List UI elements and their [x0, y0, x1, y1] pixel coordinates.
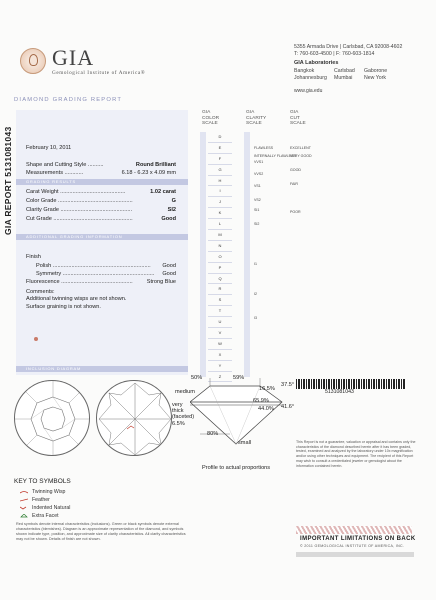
- comment-line: Surface graining is not shown.: [26, 304, 101, 310]
- color-letter: J: [208, 197, 232, 208]
- report-notice: This Report is not a guarantee, valuation or appraisal and contains only the characteristics of the diamond described herein after it has been graded, tested, examined and analyzed by the laboratory under 10x magnification and/or using other techniques and equipment. The recipient of this Report may wish to consult a credentialed jeweler or gemologist about the information contained herein.: [296, 440, 416, 468]
- girdle-detail-line: (faceted): [172, 414, 195, 421]
- crown-angle-pct: 50%: [191, 375, 203, 381]
- color-letter: N: [208, 241, 232, 252]
- scale-head-line: SCALE: [290, 121, 306, 126]
- lab-city: Carlsbad: [334, 68, 355, 74]
- clarity-item: I3: [254, 316, 257, 320]
- color-letter: U: [208, 317, 232, 328]
- cut-item: EXCELLENT: [290, 146, 311, 150]
- measurements-label: Measurements ............: [26, 170, 84, 176]
- section-bar-label: GRADING RESULTS: [26, 179, 76, 184]
- lab-city: Gaborone: [364, 68, 388, 74]
- cut-label: Cut Grade ...................................................: [26, 216, 133, 222]
- clarity-value: SI2: [167, 207, 176, 213]
- measurements-row: [26, 170, 176, 176]
- clarity-label: Clarity Grade ..............................................: [26, 207, 132, 213]
- color-letter: K: [208, 208, 232, 219]
- clarity-item: VVS1: [254, 160, 264, 164]
- extra-facet-icon: [20, 514, 28, 518]
- symmetry-row: [36, 271, 176, 277]
- address-block: [294, 44, 402, 58]
- color-letter: O: [208, 252, 232, 263]
- symmetry-value: Good: [162, 271, 176, 277]
- color-scale-head: [202, 110, 219, 127]
- color-letter: Z: [208, 372, 232, 383]
- barcode-number: 5131081043: [325, 389, 354, 395]
- scale-head-line: GIA: [246, 110, 255, 115]
- lower-half-pct: 80%: [207, 431, 219, 437]
- polish-value: Good: [162, 263, 176, 269]
- section-bar: [16, 179, 188, 185]
- girdle-label: medium: [175, 389, 195, 395]
- color-letter: R: [208, 284, 232, 295]
- table-pct: 59%: [233, 375, 245, 381]
- scale-head-line: SCALE: [202, 121, 218, 126]
- culet-size: small: [238, 440, 252, 446]
- clarity-item: VVS2: [254, 172, 264, 176]
- polish-row: [36, 263, 176, 269]
- color-letters-column: [208, 132, 232, 382]
- report-date: February 10, 2011: [26, 145, 72, 151]
- color-letter: W: [208, 339, 232, 350]
- gia-seal-icon: [20, 48, 46, 74]
- fluorescence-label: Fluorescence ..............................................: [26, 279, 133, 285]
- color-letter: M: [208, 230, 232, 241]
- cut-scale: [290, 110, 330, 378]
- color-letter: D: [208, 132, 232, 143]
- clarity-item: VS1: [254, 184, 261, 188]
- color-letter: X: [208, 350, 232, 361]
- crown-facets-icon: [15, 381, 90, 456]
- clarity-item: SI1: [254, 208, 260, 212]
- shape-value: Round Brilliant: [135, 162, 176, 168]
- address-line: 5355 Armada Drive | Carlsbad, CA 92008-4602: [294, 44, 403, 50]
- clarity-item: I1: [254, 262, 257, 266]
- shape-row: [26, 162, 176, 168]
- barcode: [296, 379, 406, 389]
- phone-line: T: 760-603-4500 | F: 760-603-1814: [294, 51, 375, 57]
- security-guilloche: [296, 526, 412, 534]
- copyright-line: © 2011 GEMOLOGICAL INSTITUTE OF AMERICA, INC.: [300, 544, 405, 548]
- profile-diagram: [190, 374, 290, 464]
- lab-city: Mumbai: [334, 75, 353, 81]
- key-item: [20, 513, 59, 519]
- finish-title: Finish: [26, 254, 41, 260]
- girdle-detail: [172, 402, 194, 427]
- color-letter: V: [208, 328, 232, 339]
- crown-angle: 37.5°: [281, 382, 295, 388]
- color-label: Color Grade ................................................: [26, 198, 133, 204]
- symmetry-label: Symmetry ...........................................................: [36, 271, 155, 277]
- scale-head-line: COLOR: [202, 115, 220, 121]
- pavilion-diagram: [96, 380, 172, 456]
- key-item-label: Indented Natural: [32, 505, 71, 511]
- cut-scale-head: [290, 110, 306, 127]
- scale-head-line: SCALE: [246, 121, 262, 126]
- color-letter: T: [208, 306, 232, 317]
- carat-value: 1.02 carat: [150, 189, 176, 195]
- report-number-vertical: GIA REPORT 5131081043: [3, 126, 13, 235]
- clarity-row: [26, 207, 176, 213]
- color-letter: E: [208, 143, 232, 154]
- carat-label: Carat Weight ..........................................: [26, 189, 126, 195]
- clarity-item: SI2: [254, 222, 260, 226]
- cut-row: [26, 216, 176, 222]
- key-item: [20, 489, 65, 495]
- clarity-scale-head: [246, 110, 266, 127]
- cut-item: FAIR: [290, 182, 298, 186]
- color-letter: S: [208, 295, 232, 306]
- polish-label: Polish ...............................................................: [36, 263, 151, 269]
- report-details-panel: [16, 110, 188, 375]
- key-item-label: Twinning Wisp: [32, 489, 66, 495]
- scale-head-line: GIA: [290, 110, 299, 115]
- profile-caption: Profile to actual proportions: [202, 465, 271, 471]
- institute-name: Gemological Institute of America®: [52, 70, 146, 76]
- color-value: G: [171, 198, 176, 204]
- clarity-item: I2: [254, 292, 257, 296]
- crown-diagram: [14, 380, 90, 456]
- color-row: [26, 198, 176, 204]
- total-depth: 65.9%: [253, 398, 269, 404]
- color-letter: Y: [208, 361, 232, 372]
- website-link[interactable]: www.gia.edu: [294, 88, 323, 94]
- section-bar: [16, 366, 188, 372]
- clarity-item: INTERNALLY FLAWLESS: [254, 154, 296, 158]
- fluorescence-row: [26, 279, 176, 285]
- scale-head-line: CLARITY: [246, 115, 267, 121]
- cut-item: POOR: [290, 210, 301, 214]
- comments-title: Comments:: [26, 289, 55, 295]
- section-bar: [16, 234, 188, 240]
- color-letter: P: [208, 263, 232, 274]
- cut-value: Good: [161, 216, 176, 222]
- key-item-label: Feather: [32, 497, 50, 503]
- color-scale: [200, 110, 236, 378]
- pavilion-depth: 44.0%: [258, 406, 274, 412]
- color-letter: L: [208, 219, 232, 230]
- section-bar-label: INCLUSION DIAGRAM: [26, 366, 82, 371]
- important-limitations: IMPORTANT LIMITATIONS ON BACK: [300, 536, 416, 542]
- color-group-bar: [200, 132, 206, 377]
- indented-natural-icon: [20, 506, 28, 510]
- cut-item: VERY GOOD: [290, 154, 312, 158]
- clarity-item: VS2: [254, 198, 261, 202]
- pavilion-angle: 41.6°: [281, 404, 295, 410]
- carat-row: [26, 189, 176, 195]
- key-item: [20, 497, 50, 503]
- lab-city: Johannesburg: [294, 75, 327, 81]
- report-heading: DIAMOND GRADING REPORT: [14, 97, 123, 103]
- labs-list: [294, 68, 404, 81]
- red-mark-icon: [34, 337, 38, 341]
- scale-head-line: CUT: [290, 115, 300, 121]
- shape-label: Shape and Cutting Style ..........: [26, 162, 104, 168]
- section-bar-label: ADDITIONAL GRADING INFORMATION: [26, 234, 123, 239]
- crown-height: 16.5%: [259, 386, 275, 392]
- lab-city: New York: [364, 75, 386, 81]
- girdle-detail-line: very: [172, 402, 183, 408]
- color-letter: G: [208, 165, 232, 176]
- color-letter: I: [208, 186, 232, 197]
- security-stripe: [296, 552, 414, 557]
- girdle-pct: 6.5%: [172, 420, 185, 427]
- key-title: KEY TO SYMBOLS: [14, 478, 71, 485]
- cut-item: GOOD: [290, 168, 301, 172]
- lab-city: Bangkok: [294, 68, 315, 74]
- labs-title: GIA Laboratories: [294, 60, 339, 66]
- diagram-disclaimer: Red symbols denote internal characteristics (inclusions). Green or black symbols denote external characteristics (blemishes). Diagram is an approximate representation of the diamond, and symbols shown indicate type, position, and approximate size of clarity characteristics. All clarity characteristics may not be shown. Details of finish are not shown.: [16, 522, 186, 541]
- measurements-value: 6.18 - 6.23 x 4.09 mm: [121, 170, 176, 176]
- comment-line: Additional twinning wisps are not shown.: [26, 296, 127, 302]
- key-item-label: Extra Facet: [32, 513, 59, 519]
- girdle-detail-line: thick: [172, 408, 184, 415]
- gia-logo: GIA: [52, 45, 95, 70]
- scale-head-line: GIA: [202, 110, 211, 115]
- color-letter: F: [208, 154, 232, 165]
- color-letter: H: [208, 176, 232, 187]
- fluorescence-value: Strong Blue: [146, 279, 176, 285]
- clarity-group-bar: [244, 132, 250, 377]
- twinning-wisp-icon: [20, 490, 28, 494]
- clarity-item: FLAWLESS: [254, 146, 274, 150]
- feather-icon: [20, 498, 28, 502]
- pavilion-facets-icon: [97, 381, 172, 456]
- color-letter: Q: [208, 274, 232, 285]
- key-item: [20, 505, 70, 511]
